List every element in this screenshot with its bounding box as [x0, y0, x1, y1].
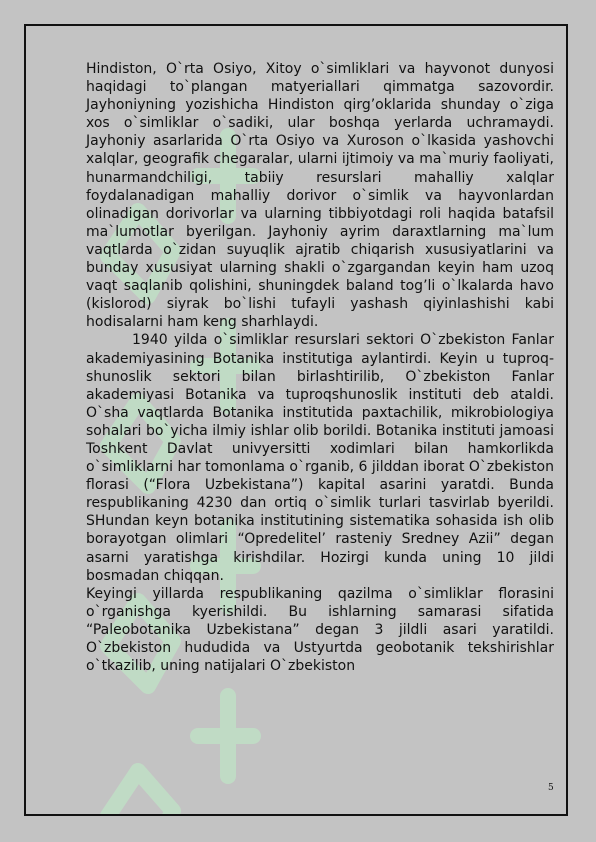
paragraph-1: Hindiston, O`rta Osiyo, Xitoy o`simliklari va hayvonot dunyosi haqidagi to`plangan matyeriallari qimmatga sazovordir. Jayhoniyning yozishicha Hindiston qirg’oklarida shunday o`ziga xos o`simliklar o`sadiki, ular boshqa yerlarda uchramaydi. Jayhoniy asarlarida O`rta Osiyo va Xuroson o`lkasida yashovchi xalqlar, geografik chegaralar, ularni ijtimoiy va ma`muriy faoliyati, hunarmandchiligi, tabiiy resurslari mahalliy xalqlar foydalanadigan mahalliy dorivor o`simlik va hayvonlardan olinadigan dorivorlar va ularning tibbiyotdagi roli haqida batafsil ma`lumotlar byerilgan. Jayhoniy ayrim daraxtlarning ma`lum vaqtlarda o`zidan suyuqlik ajratib chiqarish xususiyatlarini va bunday xususiyat ularning shakli o`zgargandan keyin ham uzoq vaqt saqlanib qolishini, shuningdek baland tog’li o`lkalarda havo (kislorod) siyrak bo`lishi tufayli yashash qiyinlashishi kabi hodisalarni ham keng sharhlaydi. [86, 61, 554, 331]
page-frame [24, 24, 568, 816]
paragraph-3: Keyingi yillarda respublikaning qazilma o`simliklar florasini o`rganishga kyerishildi. Bu ishlarning samarasi sifatida “Paleobotanika Uzbekistana” degan 3 jildli asari yaratildi. O`zbekiston hududida va Ustyurtda geobotanik tekshirishlar o`tkazilib, uning natijalari O`zbekiston [86, 585, 554, 675]
page-number: 5 [548, 783, 554, 793]
body-text [86, 60, 554, 675]
paragraph-2: 1940 yilda o`simliklar resurslari sektori O`zbekiston Fanlar akademiyasining Botanika institutiga aylantirdi. Keyin u tuproq-shunoslik sektori bilan birlashtirilib, O`zbekiston Fanlar akademiyasi Botanika va tuproqshunoslik instituti deb ataldi. O`sha vaqtlarda Botanika institutida paxtachilik, mikrobiologiya sohalari bo`yicha ilmiy ishlar olib borildi. Botanika instituti jamoasi Toshkent Davlat univyersitti xodimlari bilan hamkorlikda o`simliklarni har tomonlama o`rganib, 6 jilddan iborat O`zbekiston florasi (“Flora Uzbekistana”) kapital asarini yaratdi. Bunda respublikaning 4230 dan ortiq o`simlik turlari tasvirlab byerildi. SHundan keyn botanika institutining sistematika sohasida ish olib borayotgan olimlari “Opredelitel’ rasteniy Sredney Azii” degan asarni yaratishga kirishdilar. Hozirgi kunda uning 10 jildi bosmadan chiqqan. [86, 332, 554, 584]
